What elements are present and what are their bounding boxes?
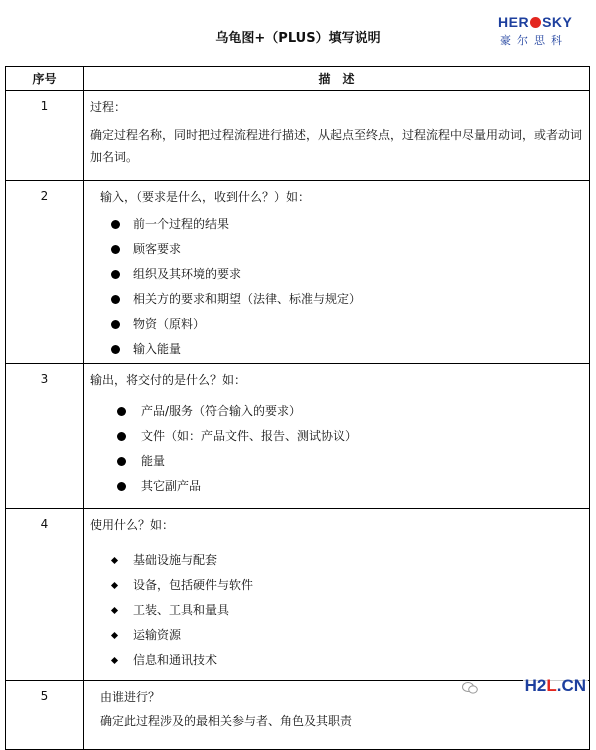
row-number: 4 [6,509,84,681]
h2l-watermark: H2L.CN [524,676,586,695]
bullet-icon [111,245,120,254]
list-item: 组织及其环境的要求 [90,262,583,287]
description-table [5,66,590,750]
row-heading: 由谁进行？ [100,690,161,704]
row-description [84,181,590,364]
row-number: 2 [6,181,84,364]
diamond-list [90,548,583,673]
list-item: 前一个过程的结果 [90,212,583,237]
list-item: 能量 [90,449,583,474]
list-item: 顾客要求 [90,237,583,262]
bullet-list [90,399,583,499]
bullet-icon [111,345,120,354]
list-item: 信息和通讯技术 [90,648,583,673]
list-item: 设备，包括硬件与软件 [90,573,583,598]
row-number: 5 [6,681,84,750]
herosky-logo [498,14,594,50]
bullet-icon [117,457,126,466]
col-header-description: 描 述 [84,67,590,91]
row-description [84,364,590,509]
row-heading: 输入，（要求是什么，收到什么？）如： [100,190,311,204]
row-heading: 过程： [90,100,127,114]
table-row [6,364,590,509]
bullet-icon [111,220,120,229]
bullet-icon [111,270,120,279]
row-description [84,509,590,681]
logo-chinese-text: 豪尔思科 [500,34,568,47]
row-description [84,681,590,750]
document-title: 乌龟图+（PLUS）填写说明 [215,31,381,46]
table-header-row [6,67,590,91]
list-item: 运输资源 [90,623,583,648]
list-item: 基础设施与配套 [90,548,583,573]
table-row [6,91,590,181]
bullet-icon [117,482,126,491]
list-item: 输入能量 [90,337,583,362]
col-header-number: 序号 [6,67,84,91]
row-desc-text: 确定此过程涉及的最相关参与者、角色及其职责 [100,714,353,728]
diamond-bullet-icon [111,632,118,639]
diamond-bullet-icon [111,557,118,564]
logo-text-left: HER [498,14,530,30]
row-number: 1 [6,91,84,181]
list-item: 工装、工具和量具 [90,598,583,623]
list-item: 文件（如：产品文件、报告、测试协议） [90,424,583,449]
row-heading: 输出，将交付的是什么？如： [90,373,247,387]
logo-text-right: SKY [542,14,573,30]
list-item: 物资（原料） [90,312,583,337]
logo-red-dot-icon [530,17,541,28]
bullet-icon [117,407,126,416]
row-desc-text: 确定过程名称，同时把过程流程进行描述，从起点至终点，过程流程中尽量用动词，或者动词加名词。 [90,128,583,164]
list-item: 产品/服务（符合输入的要求） [90,399,583,424]
table-row [6,181,590,364]
diamond-bullet-icon [111,582,118,589]
bullet-icon [111,295,120,304]
row-description [84,91,590,181]
bullet-list [90,212,583,362]
bullet-icon [111,320,120,329]
list-item: 其它副产品 [90,474,583,499]
row-heading: 使用什么？如： [90,518,175,532]
bullet-icon [117,432,126,441]
diamond-bullet-icon [111,607,118,614]
row-number: 3 [6,364,84,509]
table-row [6,509,590,681]
wechat-icon [462,682,478,694]
list-item: 相关方的要求和期望（法律、标准与规定） [90,287,583,312]
table-row [6,681,590,750]
diamond-bullet-icon [111,657,118,664]
